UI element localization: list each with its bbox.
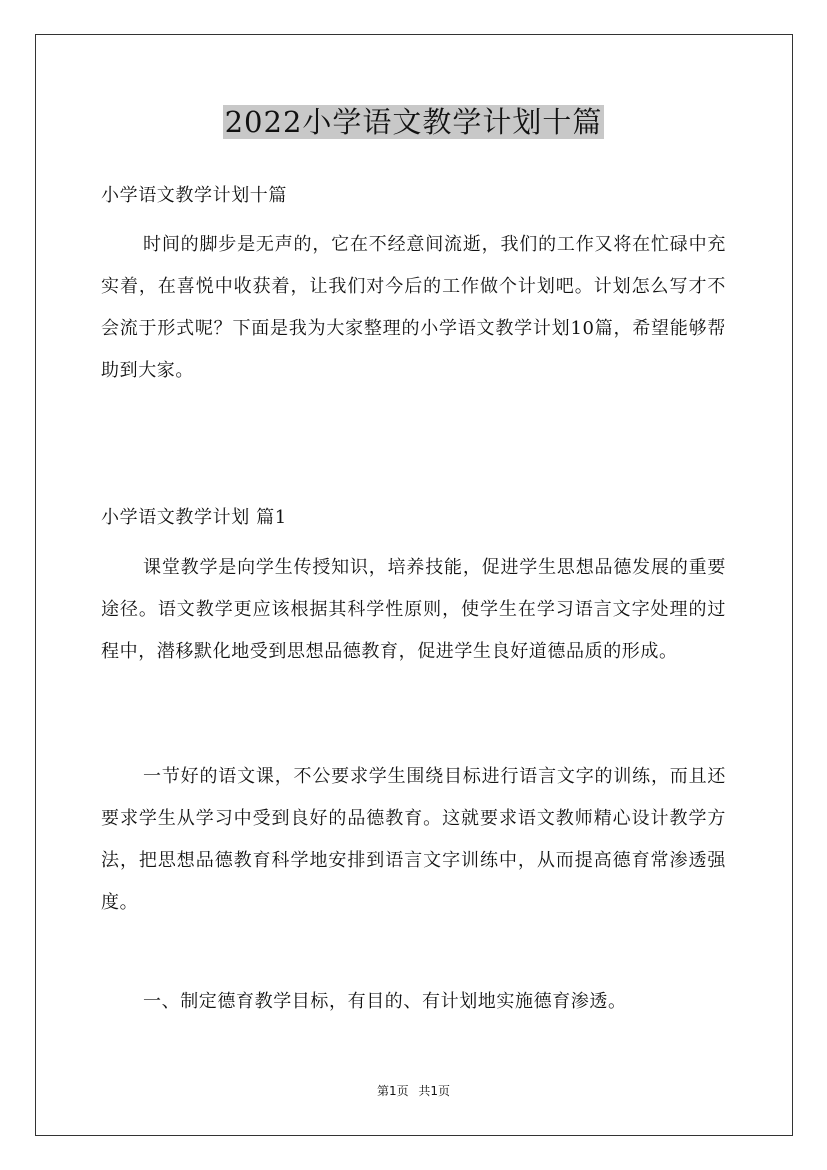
intro-paragraph: 时间的脚步是无声的，它在不经意间流逝，我们的工作又将在忙碌中充实着，在喜悦中收获着，让我们对今后的工作做个计划吧。计划怎么写才不会流于形式呢？下面是我为大家整理的小学语文教学计划10篇，希望能够帮助到大家。 (101, 234, 726, 381)
document-title (0, 103, 827, 141)
page-number: 第1页 (376, 1084, 409, 1098)
section-heading: 小学语文教学计划 篇1 (101, 507, 287, 528)
page-footer (0, 1082, 827, 1100)
body-paragraph: 一、制定德育教学目标，有目的、有计划地实施德育渗透。 (143, 991, 627, 1012)
page-total: 共1页 (418, 1084, 451, 1098)
document-subtitle: 小学语文教学计划十篇 (101, 185, 287, 206)
body-paragraph: 课堂教学是向学生传授知识，培养技能，促进学生思想品德发展的重要途径。语文教学更应该根据其科学性原则，使学生在学习语言文字处理的过程中，潜移默化地受到思想品德教育，促进学生良好道德品质的形成。 (101, 557, 726, 662)
document-title-text: 2022小学语文教学计划十篇 (224, 105, 603, 139)
body-paragraph: 一节好的语文课，不公要求学生围绕目标进行语言文字的训练，而且还要求学生从学习中受到良好的品德教育。这就要求语文教师精心设计教学方法，把思想品德教育科学地安排到语言文字训练中，从而提高德育常渗透强度。 (101, 766, 726, 913)
